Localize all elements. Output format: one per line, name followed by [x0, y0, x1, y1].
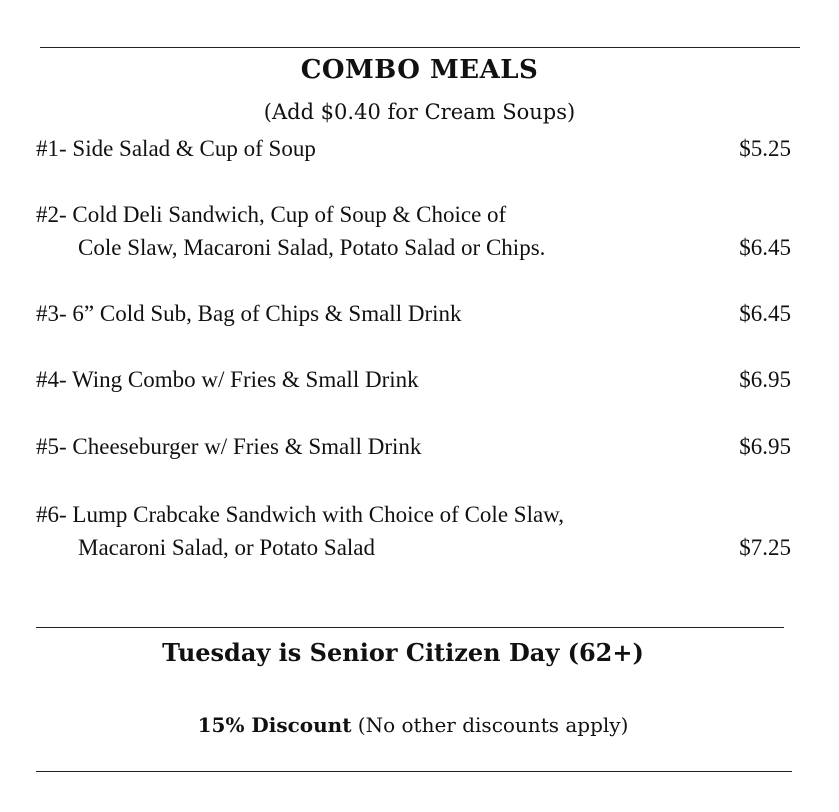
menu-item-price: $5.25 — [739, 136, 791, 161]
menu-item-description: #3- 6” Cold Sub, Bag of Chips & Small Drink — [36, 301, 462, 326]
menu-item-price: $6.95 — [739, 434, 791, 459]
top-divider — [40, 47, 800, 48]
discount-note: (No other discounts apply) — [351, 713, 629, 737]
menu-item-2 — [36, 198, 791, 264]
menu-item-description-continued: Macaroni Salad, or Potato Salad — [78, 535, 376, 560]
menu-item-price: $6.45 — [739, 235, 791, 260]
menu-item-description-continued: Cole Slaw, Macaroni Salad, Potato Salad or Chips. — [78, 235, 546, 260]
menu-item-6 — [36, 498, 791, 564]
menu-title: COMBO MEALS — [300, 55, 539, 85]
menu-item-3 — [36, 297, 791, 330]
menu-item-5 — [36, 430, 791, 463]
middle-divider — [36, 627, 784, 628]
menu-item-4 — [36, 363, 791, 396]
menu-subtitle: (Add $0.40 for Cream Soups) — [263, 100, 576, 124]
senior-discount-line — [0, 713, 826, 737]
menu-item-price: $6.95 — [739, 367, 791, 392]
menu-item-description: #1- Side Salad & Cup of Soup — [36, 136, 316, 161]
bottom-divider — [36, 771, 792, 772]
menu-item-1 — [36, 132, 791, 165]
menu-item-price: $7.25 — [739, 535, 791, 560]
menu-item-description: #4- Wing Combo w/ Fries & Small Drink — [36, 367, 419, 392]
discount-amount: 15% Discount — [197, 713, 352, 737]
menu-item-description: #6- Lump Crabcake Sandwich with Choice of Cole Slaw, — [36, 502, 565, 527]
menu-item-description: #5- Cheeseburger w/ Fries & Small Drink — [36, 434, 422, 459]
menu-item-description: #2- Cold Deli Sandwich, Cup of Soup & Choice of — [36, 202, 507, 227]
menu-item-price: $6.45 — [739, 301, 791, 326]
senior-day-heading: Tuesday is Senior Citizen Day (62+) — [162, 638, 644, 667]
